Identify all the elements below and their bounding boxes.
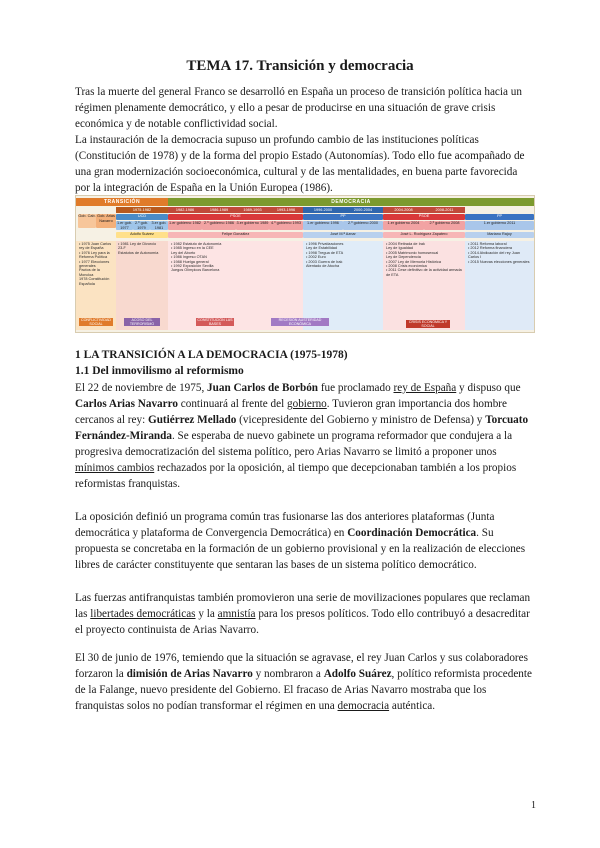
events-col-e (386, 242, 462, 322)
gov-5: 2.º gobierno 1986 (202, 221, 236, 230)
event-e-1: • 2004 Retirada de Irak (386, 242, 425, 246)
gov-6: 3.er gobierno 1989 (236, 221, 269, 230)
event-b-3: Estatutos de Autonomía (118, 250, 159, 255)
p3-libertades: libertades democráticas (90, 608, 196, 620)
page-number: 1 (531, 800, 536, 811)
timeline-figure (75, 195, 535, 333)
leader-aznar: José M.ª Aznar (303, 232, 383, 238)
p4-text-e: , político reformista procedente de la Falange, nuevo presidente del Gobierno. El fracaso de Arias Navarro mostraba que los franquistas solos no podían transformar el régimen en una (75, 668, 532, 712)
event-f-2: • 2012 Reforma financiera (468, 246, 512, 251)
band-transicion: TRANSICIÓN (76, 198, 168, 206)
leader-rajoy: Mariano Rajoy (465, 232, 534, 238)
event-e-3: • 2005 Matrimonio homosexual (386, 250, 439, 255)
band-democracia: DEMOCRACIA (168, 198, 534, 206)
leader-gonzalez: Felipe González (168, 232, 303, 238)
event-a-4: Pactos de la Moncloa (79, 268, 100, 277)
col-arias: Gob. Arias Navarro (96, 214, 116, 228)
event-d-1: • 1996 Privatizaciones (306, 242, 344, 246)
section-paragraph-4 (75, 650, 535, 714)
period-2: 1982-1986 (168, 207, 202, 213)
tag-terrorismo: ACOSO DEL TERRORISMO (124, 318, 160, 326)
event-a-5: 1978 Constitución Española (79, 277, 110, 286)
section-paragraph-1 (75, 380, 535, 492)
gov-7: 4.º gobierno 1993 (269, 221, 303, 230)
event-a-2: • 1976 Ley para la Reforma Política (79, 250, 110, 260)
event-e-5: • 2007 Ley de Memoria Histórica (386, 259, 441, 264)
event-d-4: • 2002 Euro (306, 255, 326, 260)
party-pp-2: PP (465, 214, 534, 220)
p4-adolfo-suarez: Adolfo Suárez (323, 668, 392, 680)
event-b-2: 23-F (118, 246, 126, 251)
event-e-4: Ley de Dependencia (386, 255, 421, 260)
gov-9: 2.º gobierno 2000 (343, 221, 383, 230)
p1-fernandez-miranda: Torcuato Fernández-Miranda (75, 414, 529, 442)
p1-gutierrez-mellado: Gutiérrez Mellado (148, 414, 237, 426)
p2-text-c: . Su propuesta se concretaba en la formación de un gobierno provisional y en la realización de elecciones libres de carácter constituyente que sentaran las bases de un sistema político democrático. (75, 527, 526, 571)
tag-constitucion: CONSTITUCIÓN LAS BASES (197, 318, 233, 326)
gov-8: 1.er gobierno 1996 (303, 221, 343, 230)
event-d-6: Atentado de Atocha (306, 264, 340, 269)
event-e-7: • 2011 Cese definitivo de la actividad armada de ETA (386, 268, 462, 277)
gov-10: 1.er gobierno 2004 (383, 221, 424, 230)
gov-11: 2.º gobierno 2008 (424, 221, 465, 230)
event-d-3: • 1998 Tregua de ETA (306, 250, 344, 255)
gov-3: 3.er gob. 1981 (151, 221, 167, 230)
events-col-c (171, 242, 299, 312)
p2-coordinacion: Coordinación Democrática (347, 527, 477, 539)
event-d-2: Ley de Estabilidad (306, 246, 338, 251)
section-paragraph-3 (75, 590, 535, 638)
party-pp-1: PP (303, 214, 383, 220)
subsection-heading: 1.1 Del inmovilismo al reformismo (75, 365, 244, 377)
event-c-2: • 1985 Ingreso en la CEE (171, 246, 214, 251)
period-3: 1986-1989 (202, 207, 236, 213)
p1-arias-navarro: Carlos Arias Navarro (75, 398, 178, 410)
period-6: 1996-2000 (303, 207, 343, 213)
intro-paragraph-2: La instauración de la democracia supuso un profundo cambio de las instituciones políticas (Constitución de 1978) y de la forma del propio Estado (Autonomías). Todo ello fue acompañado de una gran modernización socioeconómica, cultural y de las mentalidades, en buena parte favorecida por la integración de España en la Unión Europea (1986). (75, 134, 525, 194)
p1-text-e: y dispuso que (456, 382, 521, 394)
event-f-3: • 2014 Abdicación del rey Juan Carlos I (468, 250, 520, 260)
p1-text-o: rechazados por la oposición, al tiempo que decepcionaban también a los propios reformistas franquistas. (75, 462, 517, 490)
period-9: 2008-2011 (424, 207, 465, 213)
intro-paragraph-1: Tras la muerte del general Franco se desarrolló en España un proceso de transición política hacia un régimen plenamente democrático, y ello a pesar de producirse en una situación de grave crisis económica y de notable conflictividad social. (75, 86, 522, 130)
event-f-1: • 2011 Reforma laboral (468, 242, 507, 246)
p1-text-i: . Tuvieron gran importancia dos hombre cercanos al rey: (75, 398, 507, 426)
event-f-4: • 2015 Nuevas elecciones generales (468, 259, 530, 264)
p3-amnistia: amnistía (217, 608, 256, 620)
event-a-1: • 1975 Juan Carlos rey de España (79, 242, 112, 251)
period-8: 2004-2008 (383, 207, 424, 213)
event-e-6: • 2008 Crisis económica (386, 264, 427, 269)
p3-text-c: y la (195, 608, 218, 620)
p1-gobierno: gobierno (287, 398, 327, 410)
events-col-a (79, 242, 115, 312)
period-7: 2000-2004 (343, 207, 383, 213)
p4-text-c: y nombraron a (252, 668, 324, 680)
p4-text-a: El 30 de junio de 1976, temiendo que la situación se agravase, el rey Juan Carlos y sus colaboradores forzaron la (75, 652, 528, 680)
gov-2: 2.º gob. 1979 (135, 221, 148, 230)
period-1: 1975-1982 (116, 207, 168, 213)
p4-democracia: democracia (337, 700, 390, 712)
p1-rey-espana: rey de España (393, 382, 457, 394)
event-c-5: • 1988 Huelga general (171, 259, 209, 264)
event-c-6: • 1992 Exposición Sevilla (171, 264, 214, 269)
p3-text-a: Las fuerzas antifranquistas también promovieron una serie de movilizaciones populares que reclaman las (75, 592, 531, 620)
event-d-5: • 2003 Guerra de Irak (306, 259, 343, 264)
event-c-1: • 1982 Estatuto de Autonomía (171, 242, 222, 246)
p1-text-a: El 22 de noviembre de 1975, (75, 382, 208, 394)
party-psoe-2: PSOE (383, 214, 465, 220)
period-5: 1993-1996 (269, 207, 303, 213)
p1-juan-carlos: Juan Carlos de Borbón (207, 382, 319, 394)
section-heading: 1 LA TRANSICIÓN A LA DEMOCRACIA (1975-1978) (75, 349, 348, 361)
tag-crisis: CRISIS ECONÓMICA Y SOCIAL (406, 320, 450, 328)
event-b-1: • 1981 Ley de Divorcio (118, 242, 157, 246)
leader-zapatero: José L. Rodríguez Zapatero (383, 232, 465, 238)
party-psoe-1: PSOE (168, 214, 303, 220)
p1-minimos-cambios: mínimos cambios (75, 462, 155, 474)
event-c-3: Ley del Aborto (171, 250, 196, 255)
leader-suarez: Adolfo Suárez (116, 232, 168, 238)
gov-12: 1.er gobierno 2011 (465, 221, 534, 230)
p1-text-m: . Se esperaba de nuevo gabinete un programa reformador que condujera a la progresiva democratización del sistema político, pero Arias Navarro se limitó a proponer unos (75, 430, 513, 458)
gov-4: 1.er gobierno 1982 (168, 221, 202, 230)
gov-1: 1.er gob. 1977 (117, 221, 132, 230)
tag-recesion: RECESIÓN AUSTERIDAD ECONÓMICA (271, 318, 329, 326)
events-col-d (306, 242, 380, 312)
events-col-f (468, 242, 532, 328)
event-a-3: • 1977 Elecciones generales (79, 259, 110, 269)
p4-dimision: dimisión de Arias Navarro (126, 668, 253, 680)
p4-text-g: auténtica. (389, 700, 436, 712)
page-title: TEMA 17. Transición y democracia (186, 58, 414, 74)
p1-text-k: (vicepresidente del Gobierno y ministro de Defensa) y (236, 414, 486, 426)
p1-text-c: fue proclamado (318, 382, 394, 394)
party-ucd: UCD (116, 214, 168, 220)
col-gob-cab: Gob. Cab. (78, 214, 96, 228)
tag-conflictividad: CONFLICTIVIDAD SOCIAL (79, 318, 113, 326)
p3-text-e: para los presos políticos. Todo ello contribuyó a desacreditar el proyecto continuista de Arias Navarro. (75, 608, 530, 636)
event-c-7: Juegos Olímpicos Barcelona (171, 268, 220, 273)
section-paragraph-2 (75, 509, 535, 573)
p1-text-g: continuará al frente del (177, 398, 287, 410)
p2-text-a: La oposición definió un programa común tras fusionarse las dos anteriores plataformas (Junta democrática y plataforma de Convergencia Democrática) en (75, 511, 495, 539)
period-4: 1989-1993 (236, 207, 269, 213)
event-e-2: Ley de Igualdad (386, 246, 414, 251)
events-col-b (118, 242, 166, 312)
event-c-4: • 1986 Ingreso OTAN (171, 255, 207, 260)
